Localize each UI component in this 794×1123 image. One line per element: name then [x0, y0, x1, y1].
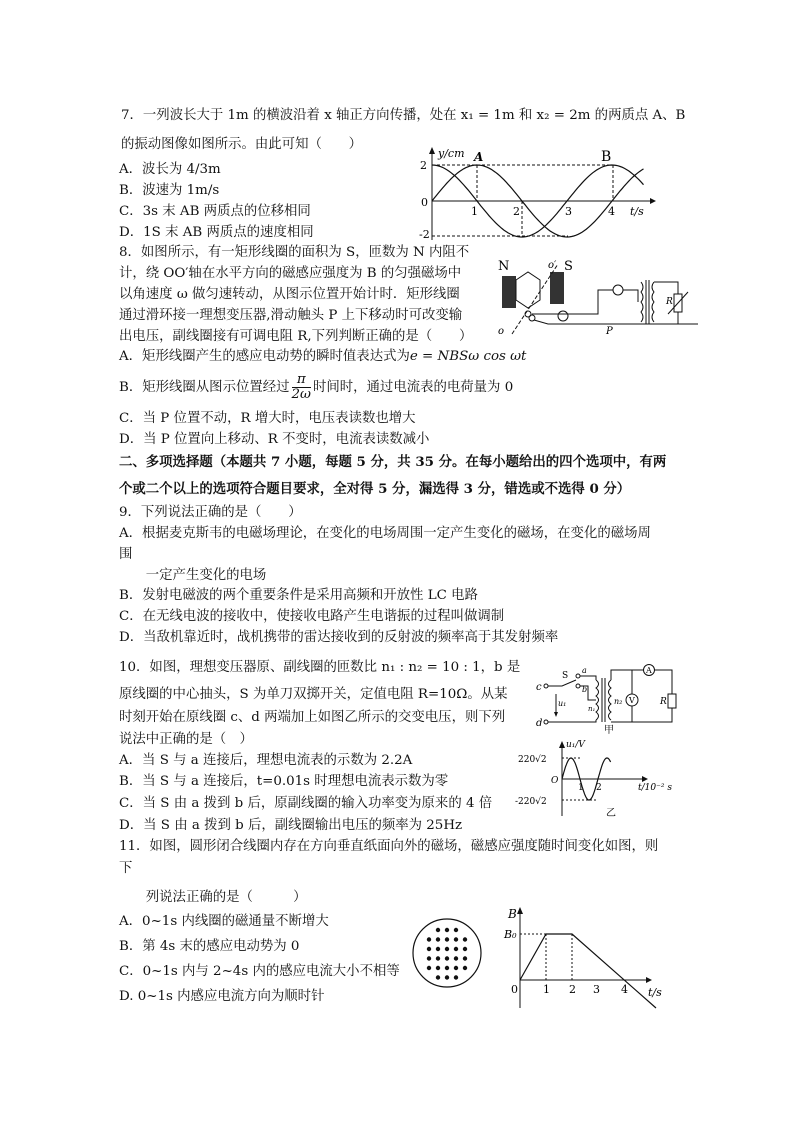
q7-stem-line1: 7．一列波长大于 1m 的横波沿着 x 轴正方向传播，处在 x₁ = 1m 和 x₂ = 2m 的两质点 A、B — [121, 108, 686, 123]
q10-ammeter: A — [646, 666, 652, 675]
q11-ylabel: B — [508, 907, 517, 921]
field-dot — [436, 947, 440, 951]
q10-stem-line3: 时刻开始在原线圈 c、d 两端加上如图乙所示的交变电压，则下列 — [119, 710, 506, 725]
q7-xlabel: t/s — [630, 205, 644, 218]
q10-stem-line4: 说法中正确的是（ ） — [119, 732, 253, 747]
q11-stem-line2: 下 — [119, 861, 133, 876]
field-dot — [445, 937, 449, 941]
q10-contact-b: b — [582, 685, 588, 694]
field-dot — [463, 966, 467, 970]
field-dot — [436, 975, 440, 979]
q11-option-c: C．0~1s 内与 2~4s 内的感应电流大小不相等 — [119, 964, 400, 979]
q8-axis-top: o′ — [548, 260, 557, 271]
q9-option-c: C．在无线电波的接收中，使接收电路产生电谐振的过程叫做调制 — [119, 609, 505, 624]
q10-caption-b: 乙 — [606, 808, 616, 818]
q10-terminal-c: c — [536, 682, 542, 693]
q7-xtick-3: 3 — [565, 205, 572, 218]
field-dot — [427, 956, 431, 960]
q11-xtick-4: 4 — [621, 983, 628, 996]
field-dot — [463, 947, 467, 951]
q7-option-c: C．3s 末 AB 两质点的位移相同 — [119, 204, 311, 219]
q10-origin: O — [551, 776, 559, 786]
q9-option-a-line1: A．根据麦克斯韦的电磁场理论，在变化的电场周围一定产生变化的磁场，在变化的磁场周 — [119, 526, 651, 541]
q11-b-t-graph — [500, 904, 670, 1012]
q10-xtick-1: 1 — [578, 783, 584, 793]
field-dot — [427, 966, 431, 970]
q8-stem-line5: 出电压，副线圈接有可调电阻 R,下列判断正确的是（ ） — [119, 329, 473, 344]
q8-magnet-s: S — [564, 259, 573, 274]
q7-ytick-bottom: -2 — [419, 228, 430, 241]
q8-generator-diagram — [488, 252, 698, 342]
field-dot — [436, 956, 440, 960]
q7-xtick-1: 1 — [471, 205, 478, 218]
field-dot — [436, 937, 440, 941]
q7-label-a: A — [474, 150, 484, 164]
q9-option-a-line3: 一定产生变化的电场 — [119, 568, 267, 583]
section2-line2: 个或二个以上的选项符合题目要求，全对得 5 分，漏选得 3 分，错选或不选得 0 分） — [119, 481, 631, 497]
q10-option-b: B．当 S 与 a 连接后，t=0.01s 时理想电流表示数为零 — [119, 774, 449, 789]
q10-option-a: A．当 S 与 a 连接后，理想电流表的示数为 2.2A — [119, 753, 413, 768]
q8-stem-line4: 通过滑环接一理想变压器,滑动触头 P 上下移动时可改变输 — [119, 308, 463, 323]
q10-ytick-top: 220√2 — [518, 755, 547, 765]
q8-stem-line1: 8．如图所示，有一矩形线圈的面积为 S，匝数为 N 内阻不 — [119, 245, 470, 260]
q9-option-b: B．发射电磁波的两个重要条件是采用高频和开放性 LC 电路 — [119, 588, 478, 603]
field-dot — [454, 975, 458, 979]
q7-origin: 0 — [421, 196, 428, 209]
field-dot — [436, 928, 440, 932]
q10-transformer-circuit — [532, 656, 682, 736]
q7-xtick-2: 2 — [513, 205, 520, 218]
field-dot — [445, 956, 449, 960]
field-dot — [463, 956, 467, 960]
q7-option-d: D．1S 末 AB 两质点的速度相同 — [119, 225, 314, 240]
field-dot — [454, 937, 458, 941]
q11-origin: 0 — [511, 983, 518, 996]
q9-stem: 9．下列说法正确的是（ ） — [119, 505, 302, 520]
q10-xlabel: t/10⁻² s — [638, 783, 672, 793]
q10-n2: n₂ — [614, 697, 623, 706]
q10-ylabel: u₁/V — [566, 740, 585, 750]
q8-option-a: A．矩形线圈产生的感应电动势的瞬时值表达式为e = NBSω cos ωt — [119, 349, 527, 364]
field-dot — [427, 947, 431, 951]
q10-stem-line2: 原线圈的中心抽头，S 为单刀双掷开关，定值电阻 R=10Ω。从某 — [119, 687, 508, 702]
q11-option-a: A．0~1s 内线圈的磁通量不断增大 — [119, 914, 329, 929]
q10-xtick-2: 2 — [596, 783, 602, 793]
q11-xlabel: t/s — [648, 986, 662, 999]
q10-n1: n₁ — [588, 705, 596, 713]
q11-xtick-3: 3 — [593, 983, 600, 996]
q7-xtick-4: 4 — [608, 205, 615, 218]
q10-caption-a: 甲 — [604, 725, 614, 736]
q10-switch-s: S — [562, 671, 569, 681]
q11-b0: B₀ — [504, 928, 517, 941]
field-dot — [445, 966, 449, 970]
q10-voltage-graph — [514, 738, 684, 818]
q7-stem-line2: 的振动图像如图所示。由此可知（ ） — [121, 137, 363, 152]
q8-option-c: C．当 P 位置不动，R 增大时，电压表读数也增大 — [119, 411, 416, 426]
q9-option-d: D．当敌机靠近时，战机携带的雷达接收到的反射波的频率高于其发射频率 — [119, 630, 559, 645]
q7-vibration-graph — [418, 144, 658, 244]
field-dot — [454, 928, 458, 932]
q10-u1: u₁ — [558, 699, 567, 708]
field-dot — [454, 947, 458, 951]
field-dot — [436, 966, 440, 970]
field-dot — [445, 975, 449, 979]
q11-coil-field — [408, 914, 488, 994]
q10-option-d: D．当 S 由 a 拨到 b 后，副线圈输出电压的频率为 25Hz — [119, 818, 463, 833]
q10-voltmeter: V — [629, 696, 635, 705]
q11-stem-line1: 11．如图，圆形闭合线圈内存在方向垂直纸面向外的磁场，磁感应强度随时间变化如图，则 — [119, 839, 659, 854]
q7-ytick-top: 2 — [420, 159, 427, 172]
q10-contact-a: a — [582, 666, 587, 675]
q11-xtick-1: 1 — [543, 983, 550, 996]
field-dot — [427, 937, 431, 941]
q7-option-b: B．波速为 1m/s — [119, 183, 220, 198]
q8-resistor-r: R — [666, 297, 673, 307]
q7-ylabel: y/cm — [438, 147, 465, 160]
q10-terminal-d: d — [536, 718, 543, 729]
q8-stem-line2: 计，绕 OO′轴在水平方向的磁感应强度为 B 的匀强磁场中 — [119, 266, 462, 281]
q8-option-b: B．矩形线圈从图示位置经过 $\frac{\pi}{2\omega}$ 时间时，通过电流表的电荷量为 0 — [119, 372, 514, 402]
q11-xtick-2: 2 — [569, 983, 576, 996]
section2-line1: 二、多项选择题（本题共 7 小题，每题 5 分，共 35 分。在每小题给出的四个选项中，有两 — [119, 454, 667, 470]
q7-option-a: A．波长为 4/3m — [119, 162, 221, 177]
field-dot — [454, 966, 458, 970]
q8-magnet-n: N — [498, 259, 510, 274]
q11-option-d: D. 0~1s 内感应电流方向为顺时针 — [119, 989, 325, 1004]
q8-axis-bottom: o — [498, 326, 505, 337]
field-dot — [445, 947, 449, 951]
q8-slider-p: P — [606, 326, 613, 337]
field-dot — [463, 937, 467, 941]
q10-ytick-bottom: -220√2 — [515, 797, 547, 807]
q11-option-b: B．第 4s 末的感应电动势为 0 — [119, 939, 300, 954]
field-dot — [454, 956, 458, 960]
q10-option-c: C．当 S 由 a 拨到 b 后，原副线圈的输入功率变为原来的 4 倍 — [119, 796, 493, 811]
q8-stem-line3: 以角速度 ω 做匀速转动，从图示位置开始计时．矩形线圈 — [119, 287, 460, 302]
q10-resistor-r: R — [660, 697, 667, 707]
q11-stem-line3: 列说法正确的是（ ） — [119, 890, 307, 905]
q8-option-d: D．当 P 位置向上移动、R 不变时，电流表读数减小 — [119, 432, 430, 447]
q10-stem-line1: 10．如图，理想变压器原、副线圈的匝数比 n₁ : n₂ = 10 : 1，b 是 — [119, 660, 521, 675]
q9-option-a-line2: 围 — [119, 547, 133, 562]
q7-label-b: B — [601, 149, 612, 165]
field-dot — [445, 928, 449, 932]
